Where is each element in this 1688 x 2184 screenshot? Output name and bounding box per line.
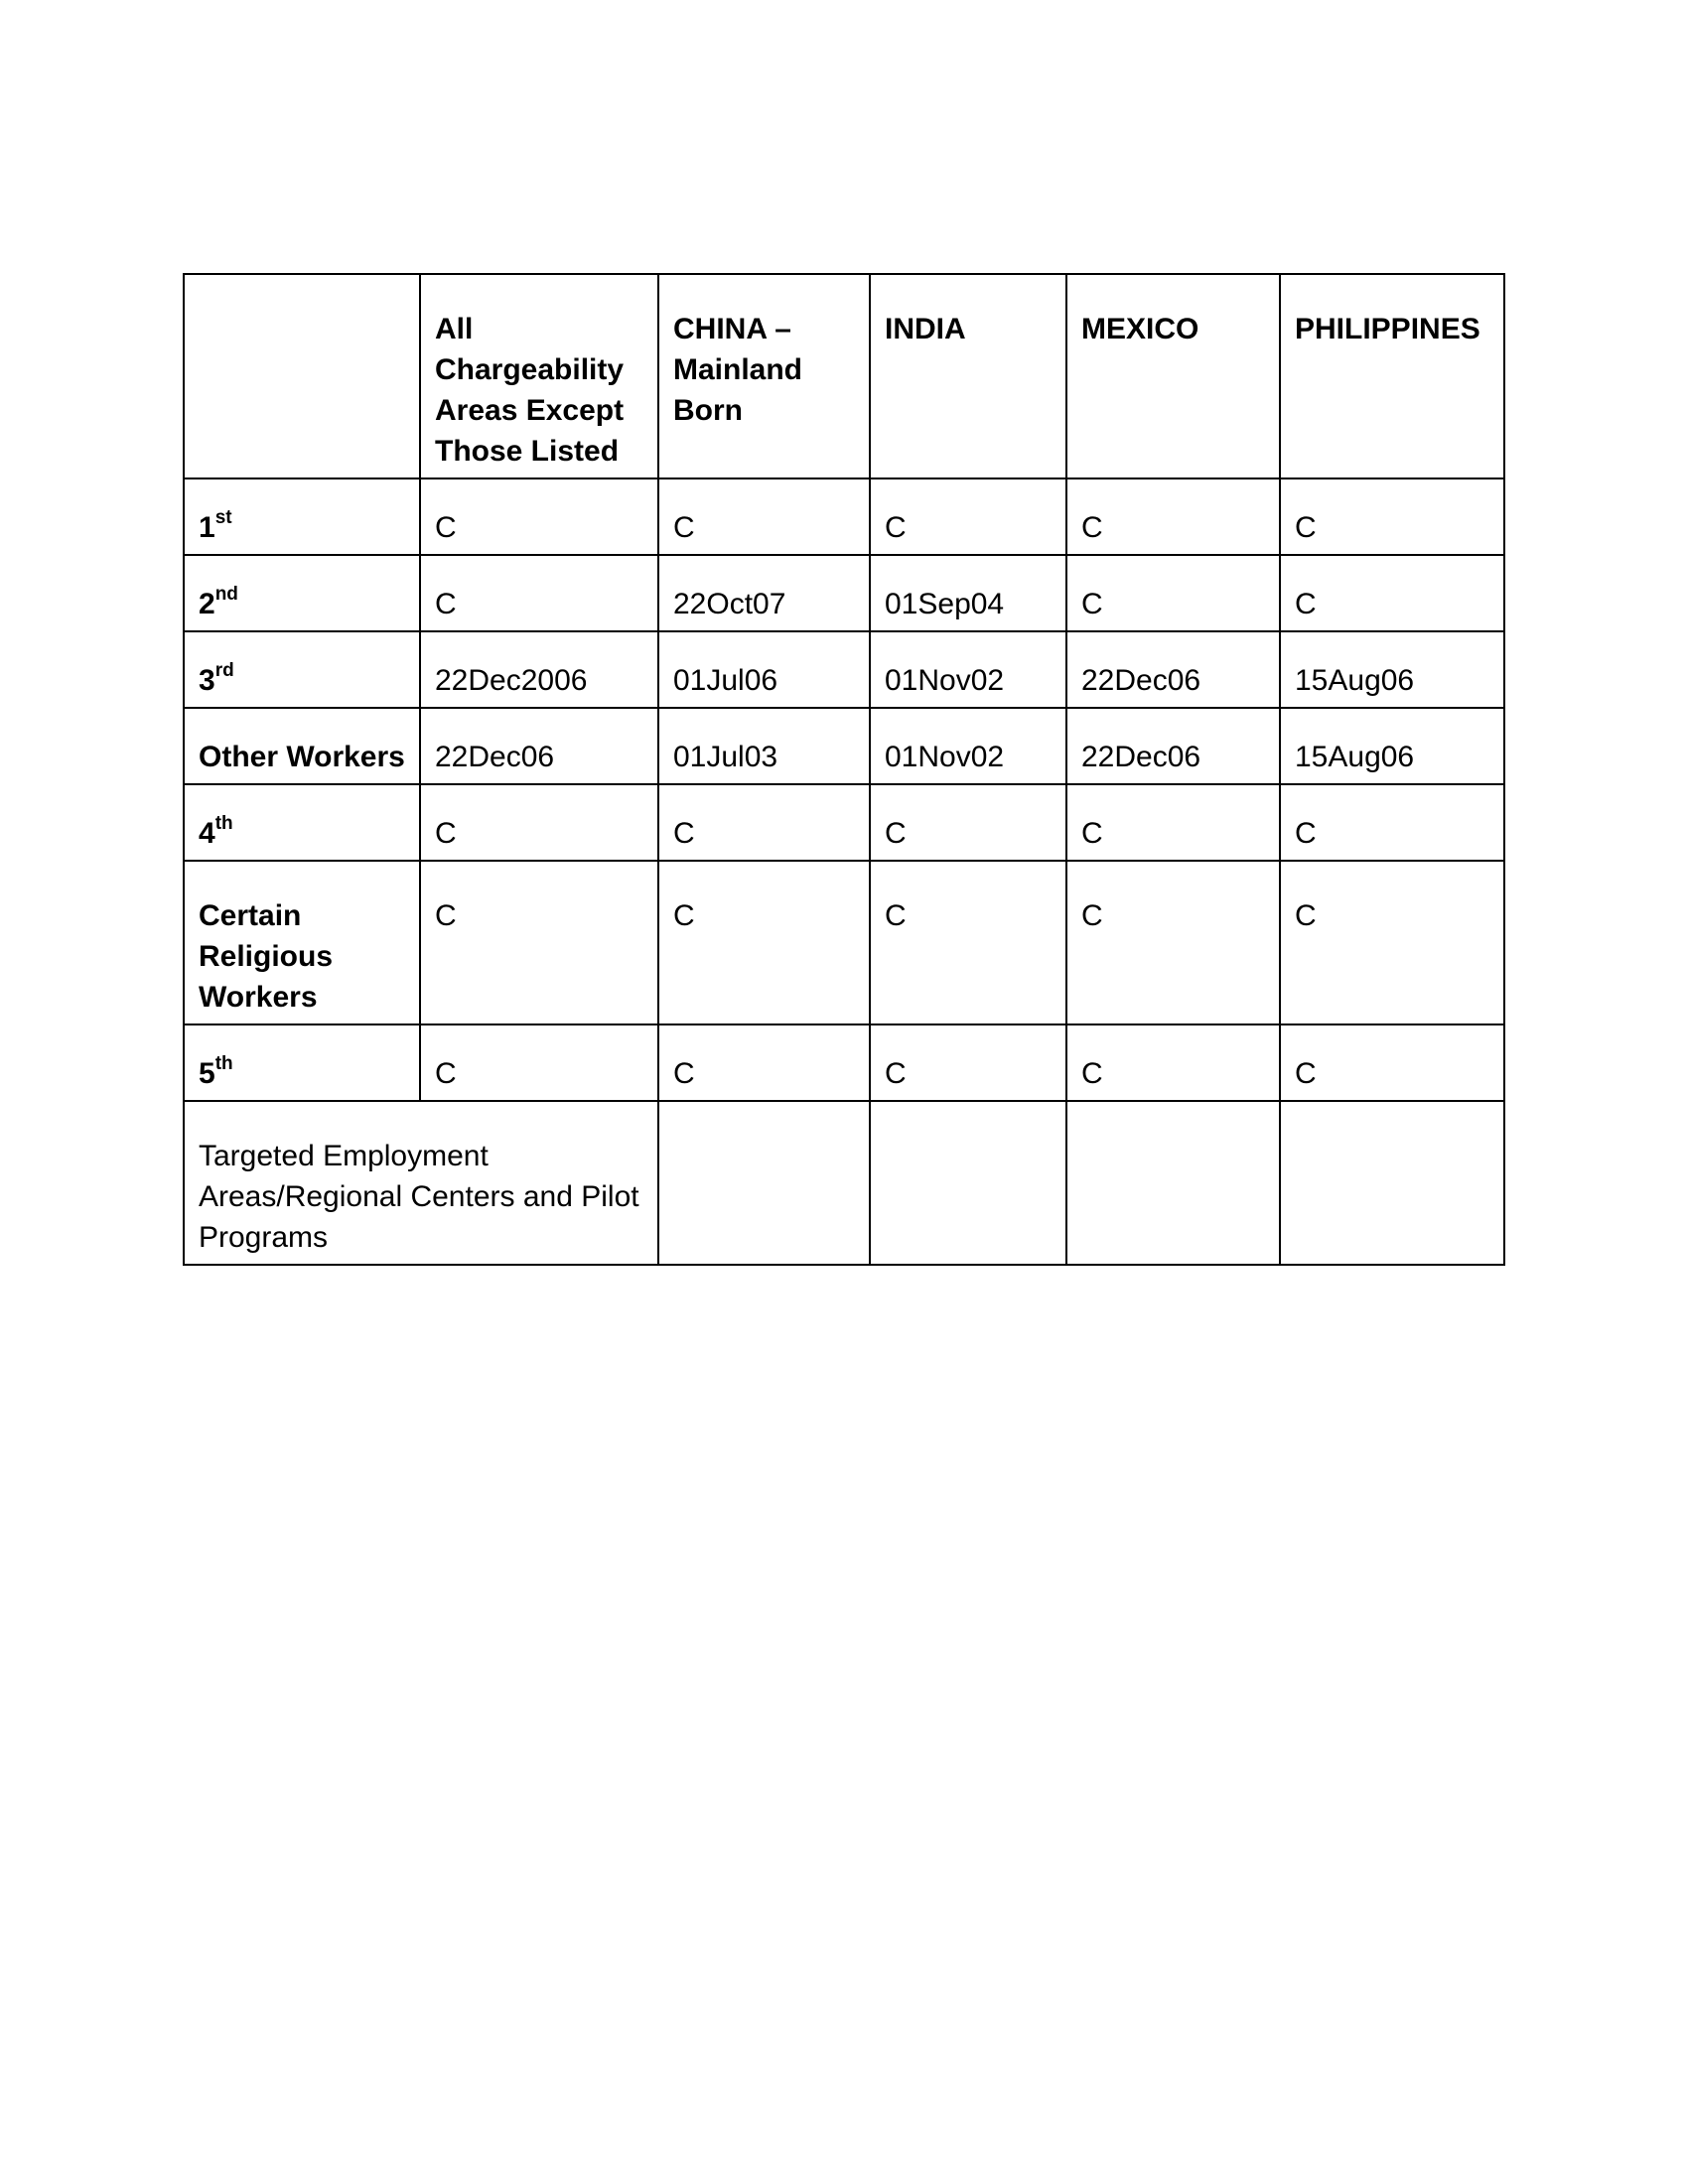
- cell-3rd-mexico: 22Dec06: [1066, 631, 1280, 708]
- cell-2nd-philippines: C: [1280, 555, 1504, 631]
- cell-4th-mexico: C: [1066, 784, 1280, 861]
- row-label-4th: 4th: [184, 784, 420, 861]
- cell-religious-china: C: [658, 861, 870, 1024]
- table-row-1st: [184, 478, 1504, 555]
- table-row-5th: [184, 1024, 1504, 1101]
- cell-5th-india: C: [870, 1024, 1066, 1101]
- header-mexico: MEXICO: [1066, 274, 1280, 478]
- cell-4th-all: C: [420, 784, 658, 861]
- row-label-religious-workers: Certain Religious Workers: [184, 861, 420, 1024]
- cell-other-philippines: 15Aug06: [1280, 708, 1504, 784]
- cell-religious-philippines: C: [1280, 861, 1504, 1024]
- table-row-3rd: [184, 631, 1504, 708]
- table-row-other-workers: [184, 708, 1504, 784]
- cell-other-mexico: 22Dec06: [1066, 708, 1280, 784]
- row-label-2nd: 2nd: [184, 555, 420, 631]
- cell-1st-china: C: [658, 478, 870, 555]
- cell-2nd-china: 22Oct07: [658, 555, 870, 631]
- cell-3rd-all: 22Dec2006: [420, 631, 658, 708]
- row-label-other-workers: Other Workers: [184, 708, 420, 784]
- cell-5th-mexico: C: [1066, 1024, 1280, 1101]
- row-label-3rd: 3rd: [184, 631, 420, 708]
- cell-2nd-india: 01Sep04: [870, 555, 1066, 631]
- header-india: INDIA: [870, 274, 1066, 478]
- visa-bulletin-table: [183, 273, 1505, 1266]
- cell-4th-china: C: [658, 784, 870, 861]
- cell-other-india: 01Nov02: [870, 708, 1066, 784]
- cell-targeted-mexico: [1066, 1101, 1280, 1265]
- header-blank-cell: [184, 274, 420, 478]
- cell-2nd-mexico: C: [1066, 555, 1280, 631]
- cell-other-all: 22Dec06: [420, 708, 658, 784]
- cell-1st-india: C: [870, 478, 1066, 555]
- header-all-chargeability: All Chargeability Areas Except Those Listed: [420, 274, 658, 478]
- row-label-1st: 1st: [184, 478, 420, 555]
- row-label-targeted-employment: Targeted Employment Areas/Regional Centers and Pilot Programs: [184, 1101, 658, 1265]
- header-china: CHINA – Mainland Born: [658, 274, 870, 478]
- cell-other-china: 01Jul03: [658, 708, 870, 784]
- cell-3rd-india: 01Nov02: [870, 631, 1066, 708]
- cell-3rd-china: 01Jul06: [658, 631, 870, 708]
- cell-religious-all: C: [420, 861, 658, 1024]
- row-label-5th: 5th: [184, 1024, 420, 1101]
- cell-5th-all: C: [420, 1024, 658, 1101]
- table-row-4th: [184, 784, 1504, 861]
- cell-5th-china: C: [658, 1024, 870, 1101]
- table-row-targeted-employment: [184, 1101, 1504, 1265]
- cell-1st-all: C: [420, 478, 658, 555]
- cell-religious-india: C: [870, 861, 1066, 1024]
- cell-5th-philippines: C: [1280, 1024, 1504, 1101]
- header-row: [184, 274, 1504, 478]
- header-philippines: PHILIPPINES: [1280, 274, 1504, 478]
- cell-1st-philippines: C: [1280, 478, 1504, 555]
- cell-2nd-all: C: [420, 555, 658, 631]
- visa-bulletin-table-container: [183, 273, 1503, 1266]
- cell-religious-mexico: C: [1066, 861, 1280, 1024]
- cell-targeted-india: [870, 1101, 1066, 1265]
- cell-1st-mexico: C: [1066, 478, 1280, 555]
- cell-3rd-philippines: 15Aug06: [1280, 631, 1504, 708]
- cell-4th-india: C: [870, 784, 1066, 861]
- cell-targeted-china: [658, 1101, 870, 1265]
- table-row-2nd: [184, 555, 1504, 631]
- cell-targeted-philippines: [1280, 1101, 1504, 1265]
- table-row-religious-workers: [184, 861, 1504, 1024]
- cell-4th-philippines: C: [1280, 784, 1504, 861]
